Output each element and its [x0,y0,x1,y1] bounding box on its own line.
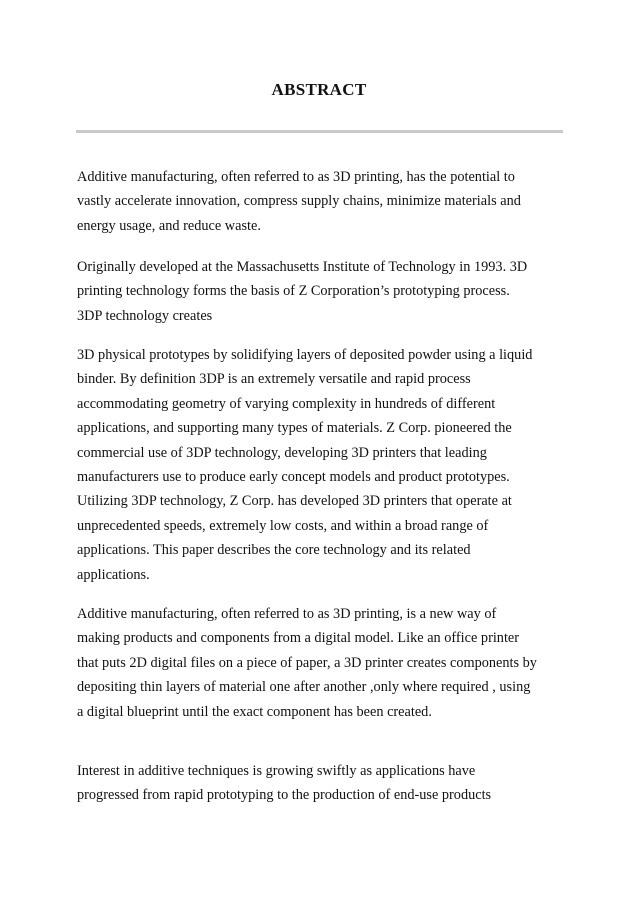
text-line: printing technology forms the basis of Z Corporation’s prototyping process. [77,283,510,300]
text-line: Additive manufacturing, often referred to as 3D printing, is a new way of [77,606,497,622]
text-line: that puts 2D digital files on a piece of paper, a 3D printer creates components by [77,654,537,671]
text-line: manufacturers use to produce early concept models and product prototypes. [77,469,510,486]
paragraph-interest [77,759,563,808]
text-line: Utilizing 3DP technology, Z Corp. has developed 3D printers that operate at [77,493,512,510]
text-line: unprecedented speeds, extremely low costs, and within a broad range of [77,517,489,534]
paragraph-origin [77,255,563,328]
text-line: 3D physical prototypes by solidifying layers of deposited powder using a liquid [77,347,533,363]
paragraph-intro [77,165,563,238]
text-line: depositing thin layers of material one after another ,only where required , using [77,679,531,696]
abstract-heading: ABSTRACT [271,80,367,99]
text-line: Additive manufacturing, often referred to as 3D printing, has the potential to [77,169,515,185]
text-line: 3DP technology creates [77,307,213,324]
text-line: making products and components from a digital model. Like an office printer [77,630,520,647]
text-line: applications, and supporting many types of materials. Z Corp. pioneered the [77,420,512,437]
text-line: applications. [77,566,150,583]
text-line: accommodating geometry of varying complexity in hundreds of different [77,395,496,412]
paragraph-3dp [77,343,563,587]
text-line: commercial use of 3DP technology, developing 3D printers that leading [77,444,487,461]
text-line: a digital blueprint until the exact component has been created. [77,703,432,720]
text-line: binder. By definition 3DP is an extremely versatile and rapid process [77,371,471,388]
text-line: Originally developed at the Massachusetts Institute of Technology in 1993. 3D [77,259,528,275]
text-line: Interest in additive techniques is growing swiftly as applications have [77,763,476,779]
text-line: applications. This paper describes the core technology and its related [77,542,471,559]
heading-divider [76,130,563,133]
text-line: energy usage, and reduce waste. [77,217,261,234]
text-line: progressed from rapid prototyping to the production of end-use products [77,787,492,804]
text-line: vastly accelerate innovation, compress supply chains, minimize materials and [77,193,521,210]
paragraph-additive [77,602,563,724]
